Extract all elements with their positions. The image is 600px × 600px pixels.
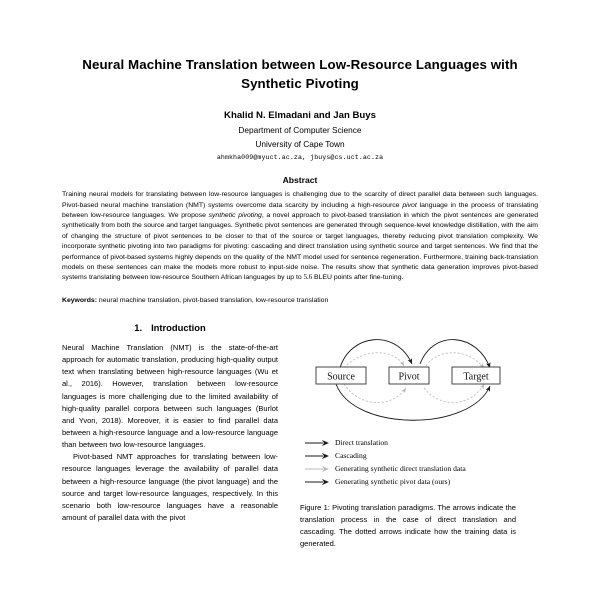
department-line: Department of Computer Science: [238, 125, 362, 136]
institution-line: University of Cape Town: [255, 139, 345, 150]
intro-paragraph-1: Neural Machine Translation (NMT) is the state-of-the-art approach for automatic translation, producing high-quality output text when translating between high-resource languages (Wu et al., 2016). However, translation between low-resource languages is more challenging due to the limited availability of high-quality parallel corpora between such languages (Burlot and Yvon, 2018). Moreover, it is easier to find parallel data between a high-resource language and a low-resource language than between two low-resource languages.: [62, 343, 278, 450]
section-heading-introduction: [62, 322, 278, 333]
legend-item-synthetic-pivot-data: [304, 475, 516, 488]
page-title: Neural Machine Translation between Low-Resource Languages with Synthetic Pivoting: [82, 57, 518, 91]
figure-node-pivot-label: Pivot: [398, 371, 420, 383]
section-number: 1.: [134, 322, 143, 334]
arc-source-to-pivot-synthetic: [344, 353, 404, 368]
legend-label: Generating synthetic direct translation data: [335, 464, 466, 474]
abstract-part-4: BLEU points after fine-tuning.: [312, 274, 404, 282]
figure-caption-label: Figure 1:: [300, 503, 330, 513]
abstract-emph-pivot: pivot: [402, 201, 417, 209]
legend-arrow-icon: [304, 451, 330, 461]
legend-item-cascading: [304, 449, 516, 462]
arc-pivot-to-target-synthetic: [426, 353, 484, 368]
keywords-value: neural machine translation, pivot-based translation, low-resource translation: [97, 296, 329, 304]
figure-caption-text: Pivoting translation paradigms. The arrows indicate the translation process in the case of direct translation and cascading. The dotted arrows indicate how the training data is generated.: [300, 503, 516, 549]
title-block: [0, 0, 600, 161]
keywords-line: [62, 296, 538, 306]
figure-node-source-label: Source: [327, 371, 355, 383]
left-column: [62, 322, 278, 524]
legend-arrow-icon: [304, 438, 330, 448]
figure-node-source: [316, 367, 366, 384]
abstract-heading: Abstract: [282, 175, 318, 186]
legend-item-synthetic-direct-data: [304, 462, 516, 475]
abstract-bleu-number: 5.6: [303, 274, 313, 282]
legend-item-direct-translation: [304, 436, 516, 449]
author-emails: ahmkha009@myuct.ac.za, jbuys@cs.uct.ac.za: [216, 154, 384, 162]
legend-label: Generating synthetic pivot data (ours): [335, 477, 451, 487]
arc-source-to-pivot-cascading: [340, 340, 412, 368]
figure-node-target: [452, 367, 500, 384]
keywords-label: Keywords:: [62, 296, 97, 304]
legend-label: Cascading: [335, 451, 367, 461]
figure-1-diagram: [300, 322, 516, 430]
body-columns: [0, 322, 600, 551]
abstract-section: [0, 175, 600, 306]
section-title: Introduction: [151, 322, 206, 334]
legend-arrow-icon: [304, 464, 330, 474]
abstract-part-1: Training neural models for translating between low-resource languages is challenging due to the scarcity of direct parallel data between such languages. Pivot-based neural machine translation (NMT) systems overcome data scarcity by including a high-resource: [62, 191, 538, 209]
legend-arrow-icon: [304, 477, 330, 487]
abstract-part-2: language in the process of translating between low-resource languages. We propose: [62, 201, 538, 220]
intro-paragraph-2: Pivot-based NMT approaches for translating between low-resource languages leverage the availability of parallel data between a high-resource language (the pivot language) and the source and target low-resource languages, respectively. In this scenario both low-resource languages have a reasonable amount of parallel data with the pivot: [62, 452, 278, 522]
figure-1-caption: [300, 502, 516, 551]
legend-label: Direct translation: [335, 438, 388, 448]
abstract-emph-synthetic-pivoting: synthetic pivoting: [208, 212, 262, 220]
figure-node-pivot: [389, 367, 429, 384]
author-list: Khalid N. Elmadani and Jan Buys: [224, 109, 376, 121]
arc-pivot-target-lower-synthetic: [424, 384, 484, 403]
abstract-part-3: , a novel approach to pivot-based translation in which the pivot sentences are generated synthetically from both the source and target languages. Synthetic pivot sentences are generated through sequence-level knowledge distillation, with the aim of changing the structure of pivot sentences to be closer to that of the source or target languages, thereby reducing pivot translation complexity. We incorporate synthetic pivoting into two paradigms for pivoting: cascading and direct translation using synthetic source and target sentences. We find that the performance of pivot-based systems highly depends on the quality of the NMT model used for sentence regeneration. Furthermore, training back-translation models on these sentences can make the models more robust to input-side noise. The results show that synthetic data generation improves pivot-based systems translating between low-resource Southern African languages by up to: [62, 212, 539, 282]
arc-source-to-target-direct: [336, 384, 490, 420]
arc-source-pivot-lower-synthetic: [344, 384, 406, 403]
right-column: [300, 322, 516, 551]
abstract-text: [62, 190, 538, 284]
figure-node-target-label: Target: [463, 371, 489, 383]
figure-1-legend: [304, 436, 516, 488]
figure-1: [300, 322, 516, 551]
